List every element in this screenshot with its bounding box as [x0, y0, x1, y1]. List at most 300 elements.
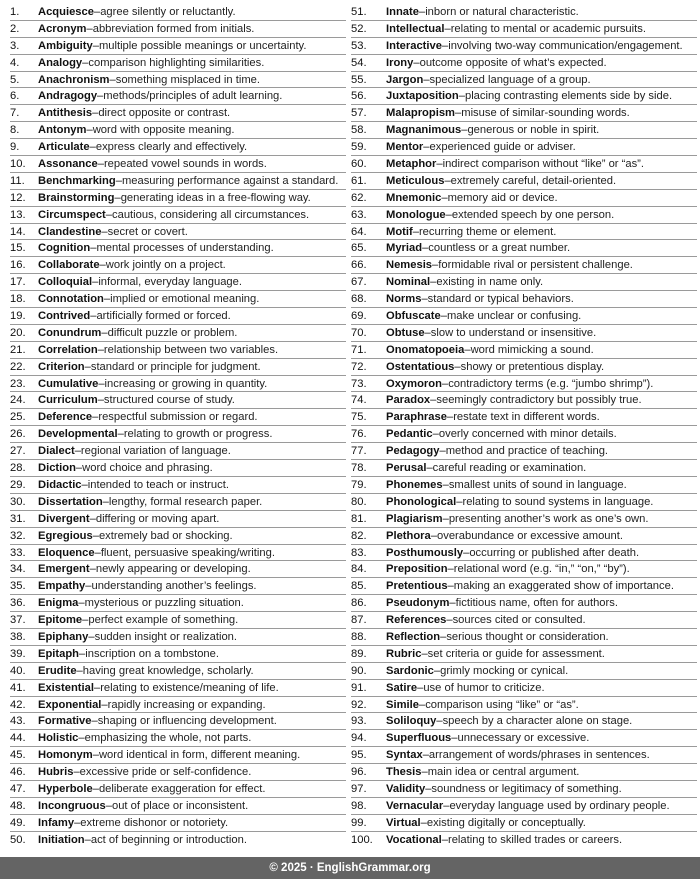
entry-separator: –: [420, 816, 427, 829]
entry-definition: deliberate exaggeration for effect.: [98, 782, 266, 795]
glossary-entry: [351, 190, 697, 207]
entry-definition: memory aid or device.: [447, 191, 558, 204]
entry-definition: comparison using “like” or “as”.: [425, 698, 579, 711]
entry-term: Preposition: [386, 563, 448, 576]
entry-definition: grimly mocking or cynical.: [440, 664, 569, 677]
entry-separator: –: [441, 39, 449, 52]
entry-term: Plethora: [386, 529, 431, 542]
entry-term: Connotation: [38, 293, 104, 306]
entry-definition: set criteria or guide for assessment.: [427, 647, 605, 660]
entry-number: 58.: [351, 124, 367, 137]
entry-separator: –: [446, 411, 454, 424]
glossary-entry: [351, 798, 697, 815]
glossary-entry: [10, 443, 346, 460]
entry-number: 3.: [10, 39, 20, 52]
entry-term: Superfluous: [386, 732, 452, 745]
entry-number: 21.: [10, 343, 26, 356]
entry-number: 79.: [351, 478, 367, 491]
glossary-entry: [10, 240, 346, 257]
entry-separator: –: [98, 377, 105, 390]
glossary-entry: [351, 443, 697, 460]
glossary-entry: [10, 460, 346, 477]
entry-term: Curriculum: [38, 394, 98, 407]
entry-definition: countless or a great number.: [428, 242, 571, 255]
entry-separator: –: [88, 630, 95, 643]
glossary-entry: [351, 105, 697, 122]
entry-number: 8.: [10, 124, 20, 137]
entry-number: 89.: [351, 647, 367, 660]
entry-definition: word with opposite meaning.: [92, 124, 235, 137]
entry-term: Motif: [386, 225, 413, 238]
entry-separator: –: [430, 276, 437, 289]
entry-definition: extended speech by one person.: [451, 208, 615, 221]
entry-number: 62.: [351, 191, 367, 204]
entry-separator: –: [449, 597, 456, 610]
glossary-entry: [10, 325, 346, 342]
entry-term: Phonological: [386, 495, 457, 508]
entry-term: Ambiguity: [38, 39, 93, 52]
glossary-entry: [10, 257, 346, 274]
entry-term: Exponential: [38, 698, 102, 711]
glossary-entry: [10, 832, 346, 849]
entry-term: Hyperbole: [38, 782, 93, 795]
entry-number: 25.: [10, 411, 26, 424]
entry-separator: –: [85, 580, 92, 593]
entry-definition: arrangement of words/phrases in sentences.: [428, 749, 650, 762]
entry-separator: –: [76, 664, 83, 677]
entry-number: 39.: [10, 647, 26, 660]
entry-term: Analogy: [38, 56, 83, 69]
entry-separator: –: [84, 360, 91, 373]
entry-number: 43.: [10, 715, 26, 728]
glossary-entry: [10, 274, 346, 291]
entry-number: 15.: [10, 242, 26, 255]
entry-definition: standard or typical behaviors.: [427, 293, 574, 306]
entry-number: 16.: [10, 259, 26, 272]
glossary-entry: [10, 545, 346, 562]
entry-separator: –: [115, 174, 122, 187]
entry-definition: main idea or central argument.: [427, 766, 580, 779]
entry-number: 86.: [351, 597, 367, 610]
entry-number: 73.: [351, 377, 367, 390]
entry-separator: –: [78, 732, 85, 745]
entry-definition: misuse of similar-sounding words.: [461, 107, 630, 120]
entry-term: Vocational: [386, 833, 442, 846]
entry-separator: –: [89, 512, 96, 525]
entry-definition: fluent, persuasive speaking/writing.: [100, 546, 275, 559]
entry-separator: –: [105, 799, 112, 812]
entry-term: Erudite: [38, 664, 77, 677]
entry-separator: –: [442, 478, 449, 491]
entry-definition: restate text in different words.: [453, 411, 600, 424]
entry-definition: extremely careful, detail-oriented.: [450, 174, 617, 187]
entry-definition: inborn or natural characteristic.: [425, 6, 579, 18]
entry-number: 83.: [351, 546, 367, 559]
entry-term: Rubric: [386, 647, 422, 660]
glossary-entry: [351, 595, 697, 612]
glossary-entry: [10, 291, 346, 308]
entry-separator: –: [114, 191, 121, 204]
entry-term: Antithesis: [38, 107, 93, 120]
glossary-entry: [10, 477, 346, 494]
entry-separator: –: [456, 495, 463, 508]
entry-term: Egregious: [38, 529, 93, 542]
entry-term: Perusal: [386, 462, 427, 475]
entry-definition: relating to growth or progress.: [123, 428, 273, 441]
entry-number: 97.: [351, 782, 367, 795]
entry-separator: –: [81, 478, 88, 491]
glossary-entry: [351, 240, 697, 257]
entry-separator: –: [117, 428, 124, 441]
entry-separator: –: [463, 546, 470, 559]
entry-number: 51.: [351, 6, 367, 18]
entry-term: Myriad: [386, 242, 423, 255]
entry-separator: –: [78, 597, 85, 610]
entry-definition: fictitious name, often for authors.: [455, 597, 618, 610]
entry-separator: –: [92, 749, 99, 762]
entry-term: Mnemonic: [386, 191, 442, 204]
entry-separator: –: [102, 495, 109, 508]
glossary-entry: [351, 4, 697, 21]
glossary-entry: [351, 680, 697, 697]
entry-separator: –: [433, 664, 441, 677]
entry-term: Pedantic: [386, 428, 433, 441]
glossary-entry: [10, 139, 346, 156]
entry-separator: –: [99, 259, 106, 272]
glossary-entry: [10, 190, 346, 207]
glossary-entry: [10, 595, 346, 612]
entry-definition: express clearly and effectively.: [95, 141, 248, 154]
entry-separator: –: [92, 411, 99, 424]
entry-definition: use of humor to criticize.: [423, 681, 545, 694]
entry-definition: out of place or inconsistent.: [111, 799, 249, 812]
entry-term: Hubris: [38, 766, 74, 779]
entry-number: 36.: [10, 597, 26, 610]
entry-number: 7.: [10, 107, 20, 120]
entry-number: 99.: [351, 816, 367, 829]
entry-term: Syntax: [386, 749, 423, 762]
entry-number: 18.: [10, 293, 26, 306]
glossary-entry: [351, 224, 697, 241]
entry-number: 42.: [10, 698, 26, 711]
glossary-entry: [10, 612, 346, 629]
entry-definition: work jointly on a project.: [105, 259, 226, 272]
entry-separator: –: [455, 107, 462, 120]
entry-definition: soundness or legitimacy of something.: [431, 782, 622, 795]
entry-number: 85.: [351, 580, 367, 593]
entry-term: Innate: [386, 6, 419, 18]
entry-number: 91.: [351, 681, 367, 694]
entry-separator: –: [86, 124, 93, 137]
entry-term: Thesis: [386, 766, 422, 779]
entry-separator: –: [92, 107, 99, 120]
entry-definition: showy or pretentious display.: [460, 360, 605, 373]
entry-term: Validity: [386, 782, 426, 795]
entry-definition: structured course of study.: [103, 394, 235, 407]
entry-number: 61.: [351, 174, 367, 187]
entry-separator: –: [101, 326, 108, 339]
glossary-entry: [351, 511, 697, 528]
entry-term: Reflection: [386, 630, 441, 643]
entry-separator: –: [92, 529, 99, 542]
entry-separator: –: [418, 6, 426, 18]
entry-definition: intended to teach or instruct.: [87, 478, 229, 491]
entry-separator: –: [92, 782, 99, 795]
footer-copyright: © 2025 · EnglishGrammar.org: [0, 857, 700, 879]
glossary-entry: [10, 207, 346, 224]
entry-number: 19.: [10, 310, 26, 323]
entry-term: Colloquial: [38, 276, 93, 289]
glossary-entry: [351, 612, 697, 629]
entry-separator: –: [424, 326, 431, 339]
entry-number: 48.: [10, 799, 26, 812]
entry-term: Magnanimous: [386, 124, 462, 137]
entry-definition: measuring performance against a standard.: [121, 174, 339, 187]
entry-number: 40.: [10, 664, 26, 677]
glossary-entry: [351, 730, 697, 747]
entry-number: 9.: [10, 141, 20, 154]
entry-term: Assonance: [38, 158, 98, 171]
entry-term: Soliloquy: [386, 715, 437, 728]
entry-term: Simile: [386, 698, 419, 711]
glossary-entry: [351, 646, 697, 663]
glossary-entry: [10, 781, 346, 798]
entry-definition: making an exaggerated show of importance.: [453, 580, 674, 593]
glossary-entry: [10, 21, 346, 38]
entry-term: Incongruous: [38, 799, 106, 812]
entry-number: 26.: [10, 428, 26, 441]
entry-term: Cumulative: [38, 377, 99, 390]
glossary-entry: [351, 55, 697, 72]
entry-separator: –: [93, 6, 101, 18]
entry-term: Criterion: [38, 360, 85, 373]
entry-separator: –: [97, 343, 104, 356]
entry-number: 29.: [10, 478, 26, 491]
entry-definition: relating to skilled trades or careers.: [447, 833, 623, 846]
entry-number: 5.: [10, 73, 20, 86]
entry-separator: –: [442, 512, 449, 525]
entry-term: Didactic: [38, 478, 82, 491]
entry-definition: informal, everyday language.: [98, 276, 242, 289]
entry-definition: abbreviation formed from initials.: [92, 22, 255, 35]
entry-number: 49.: [10, 816, 26, 829]
entry-term: Juxtaposition: [386, 90, 459, 103]
entry-definition: existing in name only.: [436, 276, 544, 289]
entry-number: 81.: [351, 512, 367, 525]
entry-term: Acquiesce: [38, 6, 94, 18]
glossary-entry: [10, 713, 346, 730]
entry-term: Vernacular: [386, 799, 444, 812]
entry-term: Deference: [38, 411, 93, 424]
entry-term: Contrived: [38, 310, 91, 323]
entry-number: 64.: [351, 225, 367, 238]
entry-definition: relationship between two variables.: [103, 343, 279, 356]
entry-number: 80.: [351, 495, 367, 508]
glossary-columns: [0, 4, 700, 849]
entry-number: 41.: [10, 681, 26, 694]
entry-separator: –: [109, 73, 116, 86]
entry-term: Phonemes: [386, 478, 443, 491]
entry-number: 56.: [351, 90, 367, 103]
glossary-entry: [10, 578, 346, 595]
entry-definition: seemingly contradictory but possibly true.: [436, 394, 642, 407]
entry-term: Monologue: [386, 208, 446, 221]
entry-term: Metaphor: [386, 158, 437, 171]
entry-number: 69.: [351, 310, 367, 323]
entry-definition: serious thought or consideration.: [446, 630, 609, 643]
entry-definition: repeated vowel sounds in words.: [103, 158, 267, 171]
entry-number: 32.: [10, 529, 26, 542]
entry-number: 47.: [10, 782, 26, 795]
entry-term: References: [386, 614, 447, 627]
entry-definition: relating to existence/meaning of life.: [100, 681, 279, 694]
glossary-entry: [351, 477, 697, 494]
glossary-column-right: [351, 4, 697, 849]
entry-number: 23.: [10, 377, 26, 390]
entry-term: Jargon: [386, 73, 424, 86]
entry-term: Satire: [386, 681, 418, 694]
glossary-entry: [10, 409, 346, 426]
entry-number: 67.: [351, 276, 367, 289]
entry-term: Empathy: [38, 580, 86, 593]
entry-number: 10.: [10, 158, 26, 171]
entry-definition: relational word (e.g. “in,” “on,” “by”).: [453, 563, 630, 576]
entry-definition: word choice and phrasing.: [82, 462, 213, 475]
glossary-entry: [351, 38, 697, 55]
entry-number: 45.: [10, 749, 26, 762]
entry-number: 68.: [351, 293, 367, 306]
entry-definition: make unclear or confusing.: [446, 310, 582, 323]
entry-definition: secret or covert.: [107, 225, 188, 238]
entry-definition: speech by a character alone on stage.: [442, 715, 633, 728]
entry-separator: –: [101, 698, 108, 711]
entry-term: Nominal: [386, 276, 431, 289]
entry-separator: –: [446, 614, 453, 627]
entry-number: 46.: [10, 766, 26, 779]
entry-separator: –: [461, 124, 468, 137]
glossary-entry: [10, 730, 346, 747]
entry-separator: –: [441, 191, 448, 204]
glossary-entry: [10, 663, 346, 680]
entry-definition: lengthy, formal research paper.: [108, 495, 263, 508]
glossary-entry: [10, 4, 346, 21]
entry-number: 2.: [10, 22, 20, 35]
glossary-entry: [10, 342, 346, 359]
entry-definition: specialized language of a group.: [429, 73, 591, 86]
glossary-entry: [10, 72, 346, 89]
entry-definition: inscription on a tombstone.: [85, 647, 219, 660]
entry-definition: experienced guide or adviser.: [429, 141, 576, 154]
entry-definition: standard or principle for judgment.: [90, 360, 261, 373]
glossary-entry: [351, 88, 697, 105]
entry-definition: comparison highlighting similarities.: [88, 56, 265, 69]
entry-separator: –: [94, 546, 101, 559]
entry-separator: –: [103, 293, 111, 306]
entry-separator: –: [79, 647, 86, 660]
entry-number: 28.: [10, 462, 26, 475]
glossary-entry: [351, 291, 697, 308]
glossary-entry: [351, 173, 697, 190]
entry-separator: –: [101, 225, 108, 238]
entry-separator: –: [418, 698, 426, 711]
entry-number: 70.: [351, 326, 367, 339]
entry-definition: act of beginning or introduction.: [90, 833, 247, 846]
entry-definition: occurring or published after death.: [469, 546, 640, 559]
glossary-entry: [351, 274, 697, 291]
entry-separator: –: [432, 428, 439, 441]
entry-separator: –: [436, 715, 443, 728]
entry-term: Onomatopoeia: [386, 343, 465, 356]
entry-separator: –: [413, 56, 420, 69]
entry-separator: –: [417, 681, 424, 694]
entry-number: 38.: [10, 630, 26, 643]
glossary-entry: [10, 308, 346, 325]
entry-number: 53.: [351, 39, 367, 52]
glossary-entry: [351, 578, 697, 595]
entry-separator: –: [439, 445, 446, 458]
entry-definition: direct opposite or contrast.: [98, 107, 231, 120]
entry-number: 11.: [10, 174, 25, 187]
entry-separator: –: [97, 394, 104, 407]
entry-number: 12.: [10, 191, 26, 204]
entry-term: Pretentious: [386, 580, 448, 593]
glossary-entry: [10, 376, 346, 393]
glossary-entry: [351, 697, 697, 714]
entry-term: Formative: [38, 715, 92, 728]
entry-term: Infamy: [38, 816, 75, 829]
entry-term: Circumspect: [38, 208, 106, 221]
entry-term: Articulate: [38, 141, 90, 154]
entry-number: 75.: [351, 411, 367, 424]
entry-separator: –: [445, 208, 452, 221]
entry-number: 1.: [10, 6, 20, 18]
entry-number: 90.: [351, 664, 367, 677]
glossary-entry: [351, 426, 697, 443]
entry-term: Obfuscate: [386, 310, 441, 323]
entry-definition: formidable rival or persistent challenge.: [438, 259, 633, 272]
entry-term: Existential: [38, 681, 94, 694]
entry-separator: –: [91, 715, 98, 728]
glossary-entry: [351, 308, 697, 325]
entry-separator: –: [97, 90, 104, 103]
glossary-entry: [10, 798, 346, 815]
entry-number: 65.: [351, 242, 367, 255]
entry-definition: overabundance or excessive amount.: [437, 529, 623, 542]
entry-term: Pedagogy: [386, 445, 440, 458]
glossary-entry: [10, 224, 346, 241]
glossary-entry: [351, 629, 697, 646]
entry-number: 82.: [351, 529, 367, 542]
entry-definition: agree silently or reluctantly.: [100, 6, 236, 18]
entry-separator: –: [422, 749, 429, 762]
glossary-entry: [351, 545, 697, 562]
glossary-entry: [351, 409, 697, 426]
glossary-entry: [351, 156, 697, 173]
glossary-entry: [10, 173, 346, 190]
entry-definition: something misplaced in time.: [115, 73, 260, 86]
entry-separator: –: [74, 816, 81, 829]
entry-term: Malapropism: [386, 107, 456, 120]
entry-separator: –: [430, 529, 437, 542]
glossary-entry: [10, 38, 346, 55]
entry-definition: recurring theme or element.: [418, 225, 557, 238]
entry-separator: –: [422, 242, 429, 255]
entry-separator: –: [93, 681, 101, 694]
glossary-entry: [351, 325, 697, 342]
glossary-entry: [10, 105, 346, 122]
entry-term: Mentor: [386, 141, 424, 154]
glossary-entry: [351, 494, 697, 511]
